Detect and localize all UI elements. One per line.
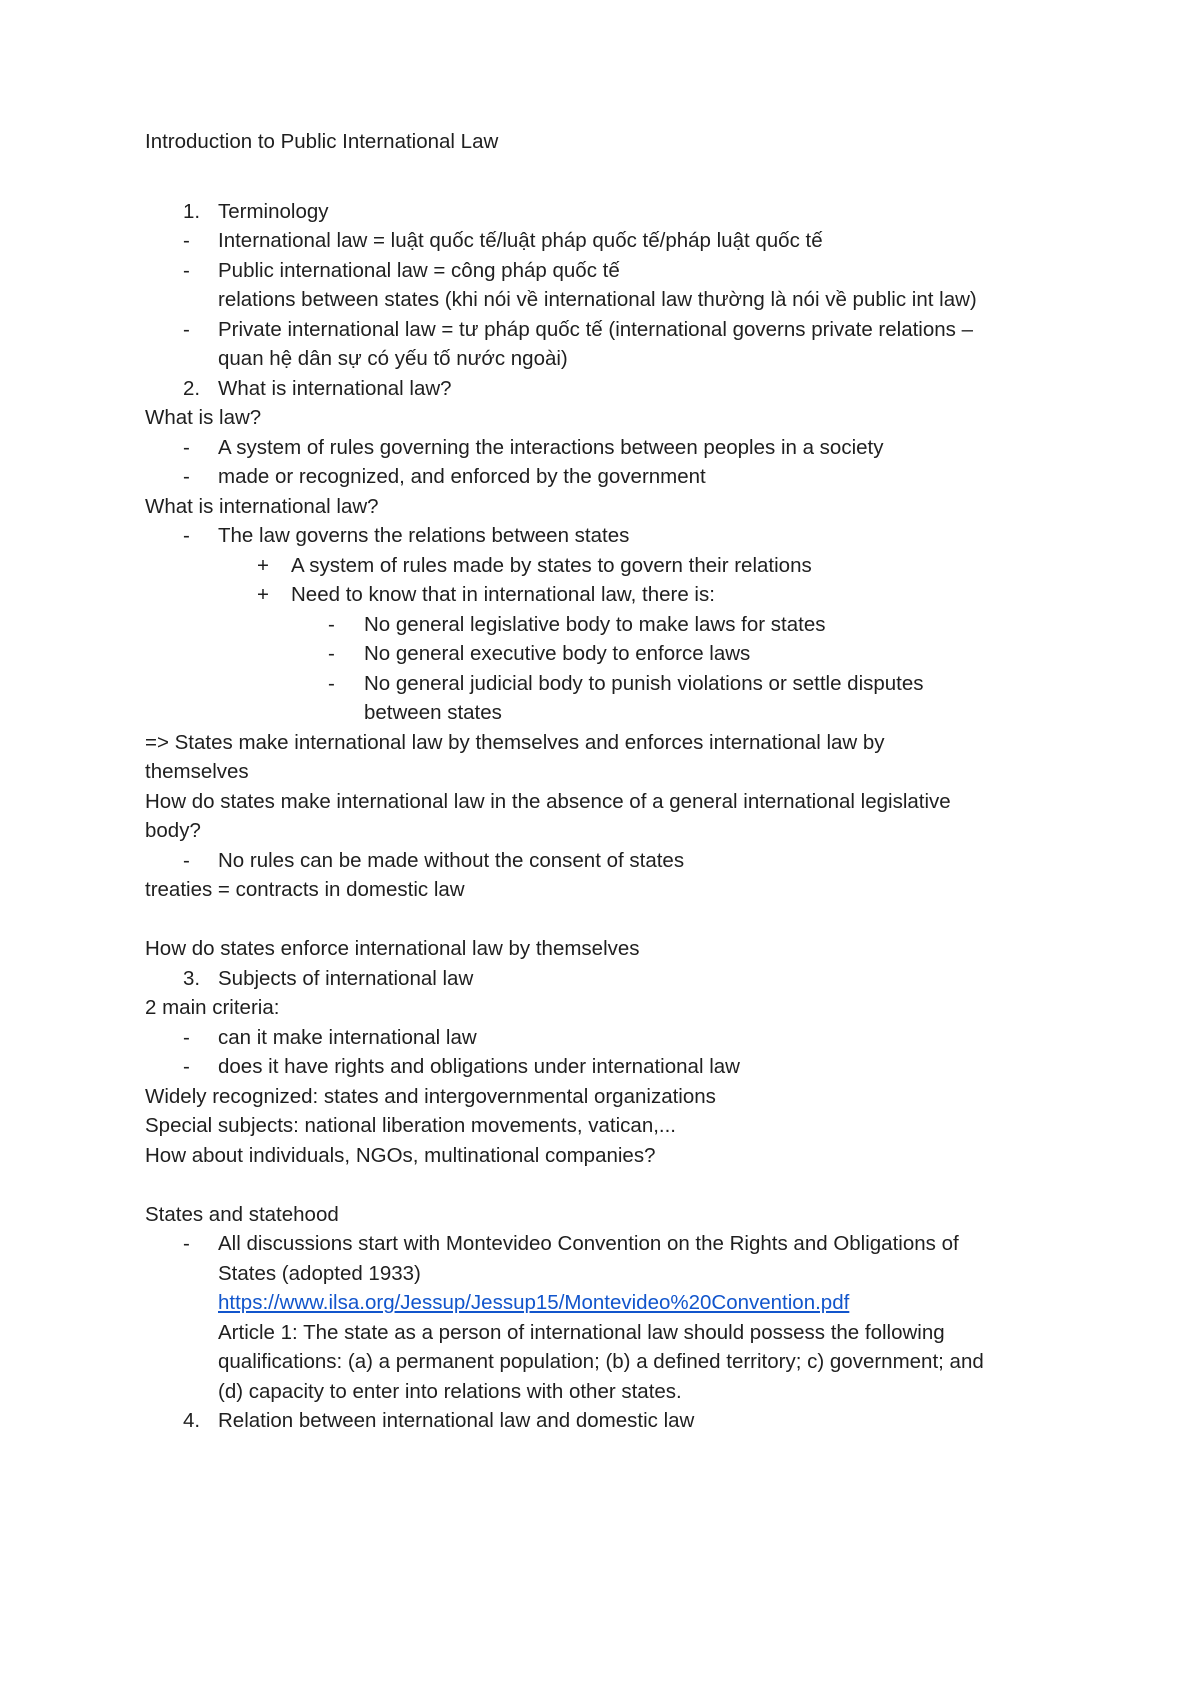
text-line: (d) capacity to enter into relations with other states. xyxy=(218,1380,682,1403)
text-line: Widely recognized: states and intergovernmental organizations xyxy=(145,1085,716,1108)
text-line: relations between states (khi nói về international law thường là nói về public int law) xyxy=(218,288,977,311)
dash-bullet: - xyxy=(183,1026,190,1049)
list-number: 1. xyxy=(183,200,201,223)
text-line: Article 1: The state as a person of international law should possess the following xyxy=(218,1321,945,1344)
text-line: treaties = contracts in domestic law xyxy=(145,878,465,901)
dash-bullet: - xyxy=(183,259,190,282)
dash-bullet: - xyxy=(183,465,190,488)
text-line: Terminology xyxy=(218,200,329,223)
text-line: Special subjects: national liberation movements, vatican,... xyxy=(145,1114,676,1137)
plus-bullet: + xyxy=(257,554,269,577)
text-line: No general legislative body to make laws for states xyxy=(364,613,826,636)
text-line: Need to know that in international law, there is: xyxy=(291,583,715,606)
text-line: The law governs the relations between states xyxy=(218,524,630,547)
text-line: How do states make international law in the absence of a general international legislative xyxy=(145,790,951,813)
text-line: Subjects of international law xyxy=(218,967,474,990)
text-line: qualifications: (a) a permanent population; (b) a defined territory; c) government; and xyxy=(218,1350,984,1373)
text-line: All discussions start with Montevideo Convention on the Rights and Obligations of xyxy=(218,1232,959,1255)
text-line: A system of rules made by states to govern their relations xyxy=(291,554,812,577)
text-line: between states xyxy=(364,701,502,724)
list-number: 3. xyxy=(183,967,201,990)
text-line: can it make international law xyxy=(218,1026,477,1049)
dash-bullet: - xyxy=(183,849,190,872)
text-line: Private international law = tư pháp quốc tế (international governs private relations – xyxy=(218,318,974,341)
text-line: quan hệ dân sự có yếu tố nước ngoài) xyxy=(218,347,568,370)
text-line: What is law? xyxy=(145,406,262,429)
text-line: What is international law? xyxy=(218,377,452,400)
dash-bullet: - xyxy=(328,613,335,636)
text-line: themselves xyxy=(145,760,249,783)
plus-bullet: + xyxy=(257,583,269,606)
document-title: Introduction to Public International Law xyxy=(145,130,499,153)
text-line: How about individuals, NGOs, multinational companies? xyxy=(145,1144,656,1167)
dash-bullet: - xyxy=(183,229,190,252)
text-line: No general judicial body to punish violations or settle disputes xyxy=(364,672,924,695)
dash-bullet: - xyxy=(183,1232,190,1255)
list-number: 2. xyxy=(183,377,201,400)
text-line: States and statehood xyxy=(145,1203,339,1226)
list-number: 4. xyxy=(183,1409,201,1432)
text-line: => States make international law by themselves and enforces international law by xyxy=(145,731,885,754)
text-line: made or recognized, and enforced by the government xyxy=(218,465,706,488)
text-line: No rules can be made without the consent of states xyxy=(218,849,685,872)
dash-bullet: - xyxy=(183,318,190,341)
text-line: does it have rights and obligations under international law xyxy=(218,1055,740,1078)
text-line: Public international law = công pháp quốc tế xyxy=(218,259,620,282)
text-line: States (adopted 1933) xyxy=(218,1262,421,1285)
dash-bullet: - xyxy=(183,1055,190,1078)
text-line: Relation between international law and domestic law xyxy=(218,1409,695,1432)
text-line: body? xyxy=(145,819,201,842)
dash-bullet: - xyxy=(328,672,335,695)
text-line: 2 main criteria: xyxy=(145,996,280,1019)
text-line: What is international law? xyxy=(145,495,379,518)
dash-bullet: - xyxy=(183,524,190,547)
dash-bullet: - xyxy=(328,642,335,665)
text-line: No general executive body to enforce laws xyxy=(364,642,751,665)
text-line: International law = luật quốc tế/luật pháp quốc tế/pháp luật quốc tế xyxy=(218,229,823,252)
text-line: A system of rules governing the interactions between peoples in a society xyxy=(218,436,884,459)
text-line: How do states enforce international law by themselves xyxy=(145,937,640,960)
convention-link[interactable]: https://www.ilsa.org/Jessup/Jessup15/Montevideo%20Convention.pdf xyxy=(218,1291,850,1314)
dash-bullet: - xyxy=(183,436,190,459)
